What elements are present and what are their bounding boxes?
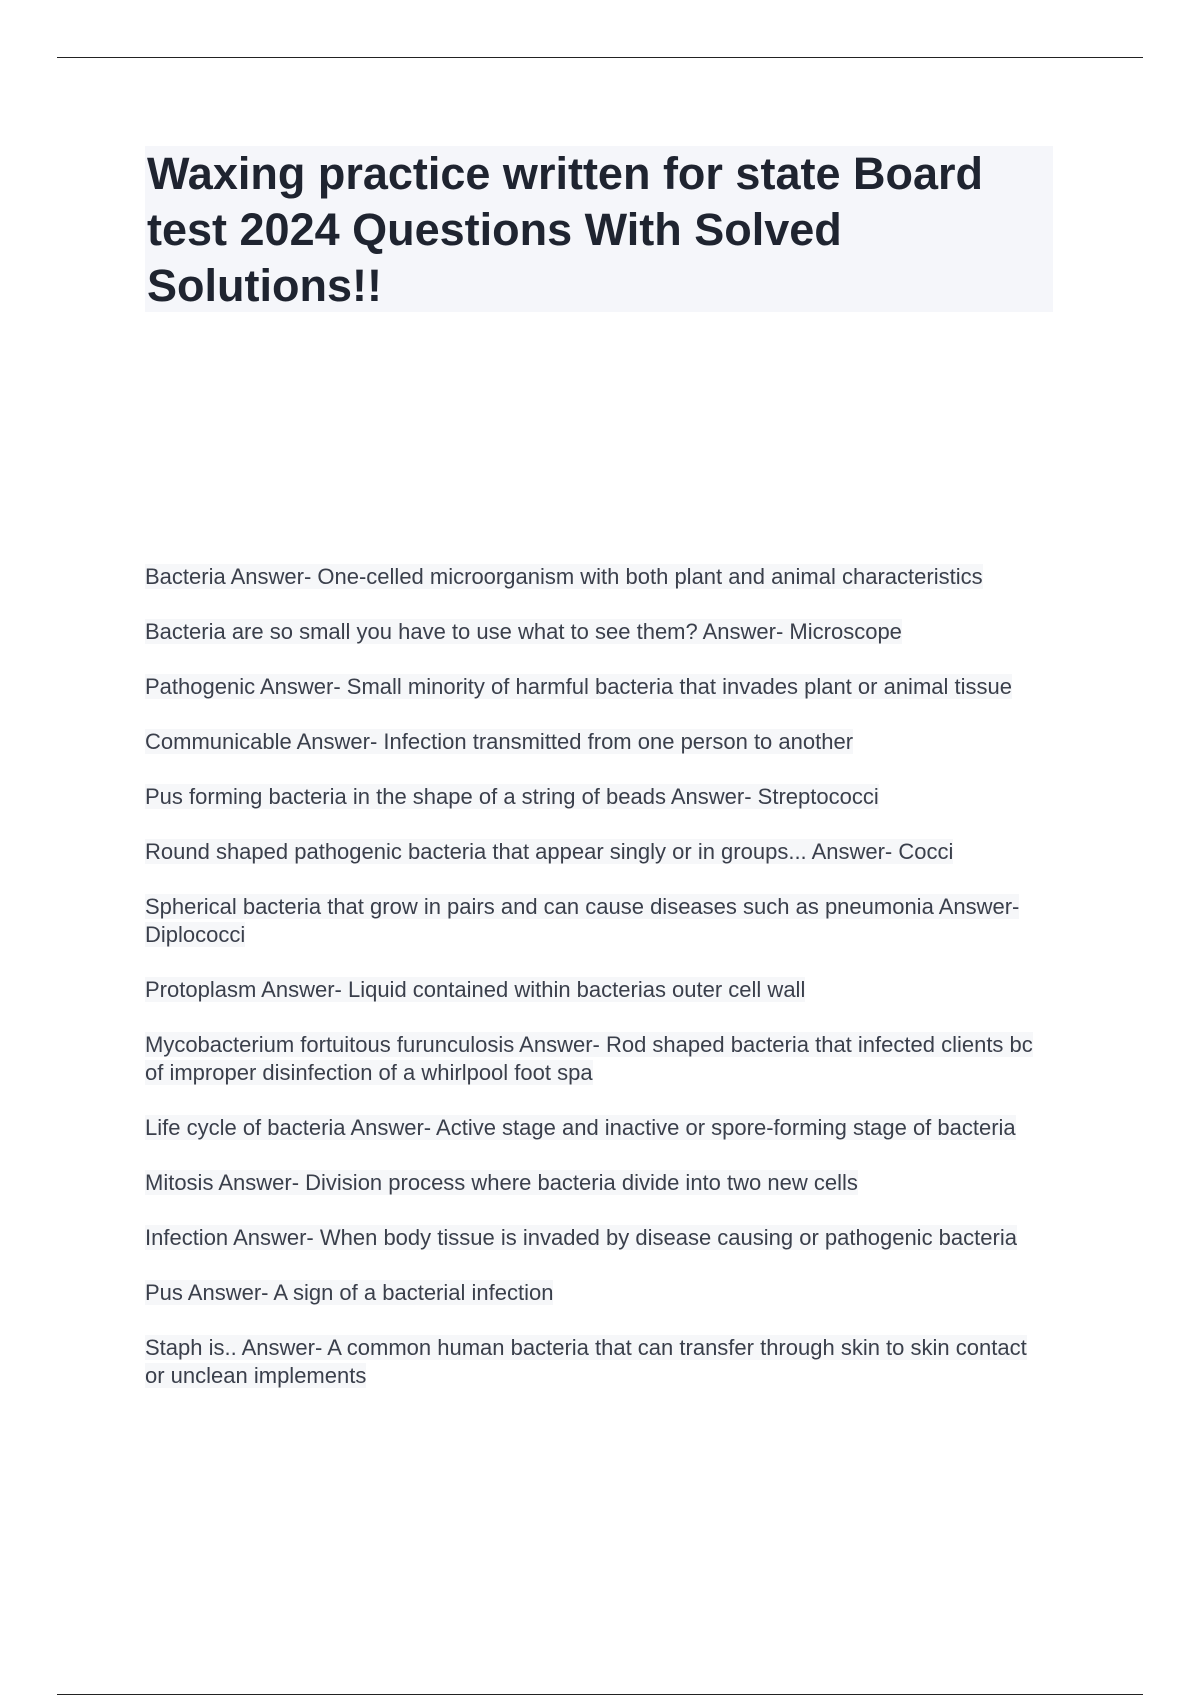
qa-text: Communicable Answer- Infection transmitted from one person to another <box>145 729 854 754</box>
bottom-divider <box>57 1694 1143 1695</box>
title-block <box>145 146 1053 312</box>
qa-list <box>145 563 1045 1417</box>
qa-item <box>145 893 1045 949</box>
qa-text: Round shaped pathogenic bacteria that appear singly or in groups... Answer- Cocci <box>145 839 954 864</box>
qa-text: Pus Answer- A sign of a bacterial infection <box>145 1280 554 1305</box>
qa-item <box>145 618 1045 646</box>
qa-text: Mitosis Answer- Division process where bacteria divide into two new cells <box>145 1170 858 1195</box>
top-divider <box>57 57 1143 58</box>
qa-item <box>145 1031 1045 1087</box>
qa-text: Infection Answer- When body tissue is invaded by disease causing or pathogenic bacteria <box>145 1225 1017 1250</box>
qa-item <box>145 563 1045 591</box>
qa-text: Staph is.. Answer- A common human bacteria that can transfer through skin to skin contact or unclean implements <box>145 1335 1027 1388</box>
qa-item <box>145 838 1045 866</box>
qa-item <box>145 673 1045 701</box>
qa-item <box>145 1334 1045 1390</box>
qa-text: Life cycle of bacteria Answer- Active stage and inactive or spore-forming stage of bacteria <box>145 1115 1016 1140</box>
qa-item <box>145 783 1045 811</box>
document-title: Waxing practice written for state Board test 2024 Questions With Solved Solutions!! <box>147 148 983 311</box>
qa-item <box>145 1224 1045 1252</box>
qa-item <box>145 976 1045 1004</box>
qa-text: Spherical bacteria that grow in pairs and can cause diseases such as pneumonia Answer- Diplococci <box>145 894 1020 947</box>
qa-text: Pathogenic Answer- Small minority of harmful bacteria that invades plant or animal tissue <box>145 674 1012 699</box>
qa-text: Protoplasm Answer- Liquid contained within bacterias outer cell wall <box>145 977 806 1002</box>
qa-item <box>145 1279 1045 1307</box>
qa-item <box>145 1114 1045 1142</box>
qa-text: Pus forming bacteria in the shape of a string of beads Answer- Streptococci <box>145 784 879 809</box>
qa-text: Mycobacterium fortuitous furunculosis Answer- Rod shaped bacteria that infected clients bc of improper disinfection of a whirlpool foot spa <box>145 1032 1033 1085</box>
qa-text: Bacteria Answer- One-celled microorganism with both plant and animal characteristics <box>145 564 983 589</box>
qa-item <box>145 1169 1045 1197</box>
qa-item <box>145 728 1045 756</box>
qa-text: Bacteria are so small you have to use what to see them? Answer- Microscope <box>145 619 902 644</box>
